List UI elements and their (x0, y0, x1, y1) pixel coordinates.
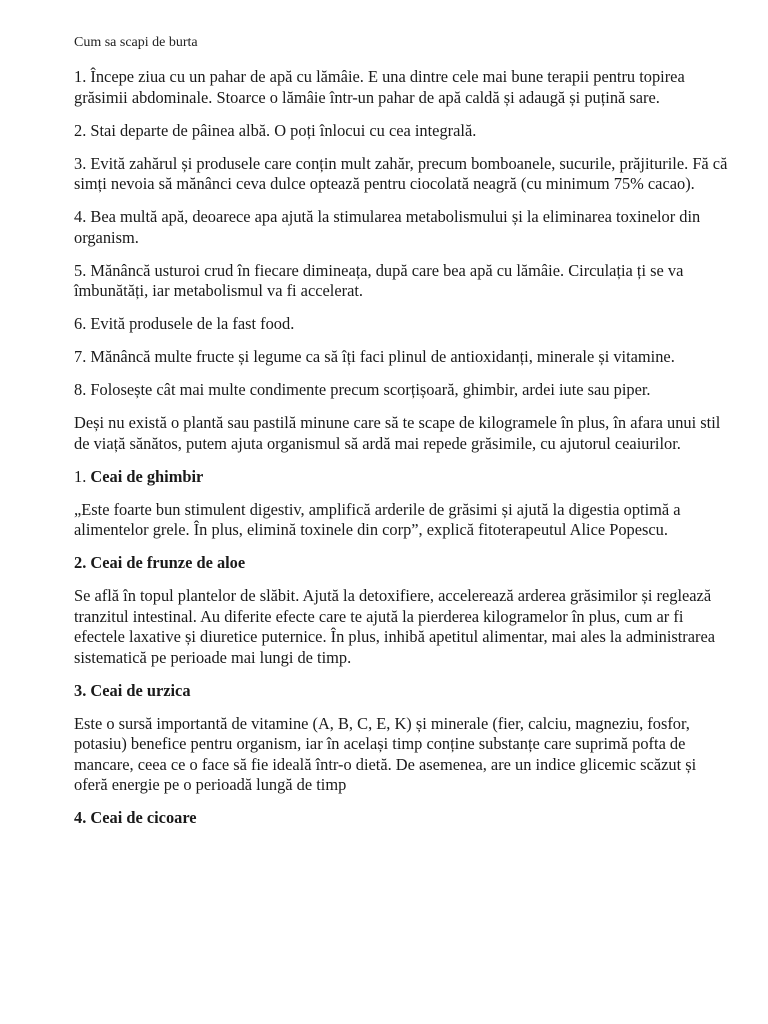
tip-paragraph-4: 4. Bea multă apă, deoarece apa ajută la stimularea metabolismului și la eliminarea toxinelor din organism. (74, 207, 701, 247)
tip-paragraph-1: 1. Începe ziua cu un pahar de apă cu lămâie. E una dintre cele mai bune terapii pentru topirea grăsimii abdominale. Stoarce o lămâie într-un pahar de apă caldă și adaugă și puțină sare. (74, 67, 685, 107)
tip-paragraph-3: 3. Evită zahărul și produsele care conțin mult zahăr, precum bomboanele, sucurile, prăjiturile. Fă că simți nevoia să mănânci ceva dulce optează pentru ciocolată neagră (cu minimum 75% cacao). (74, 153, 728, 193)
intro-paragraph: Deși nu există o plantă sau pastilă minune care să te scape de kilogramele în plus, în afara unui stil de viață sănătos, putem ajuta organismul să ardă mai repede grăsimile, cu ajutorul ceaiurilor. (74, 413, 721, 453)
tea-heading-4 (74, 808, 728, 829)
tea-description-1: „Este foarte bun stimulent digestiv, amplifică arderile de grăsimi și ajută la digestia optimă a alimentelor grele. În plus, elimină toxinele din corp”, explică fitoterapeutul Alice Popescu. (74, 499, 681, 539)
tea-heading-number: 1. (74, 466, 91, 486)
tip-paragraph-5: 5. Mănâncă usturoi crud în fiecare dimineața, după care bea apă cu lămâie. Circulația ți se va îmbunătăți, iar metabolismul va fi accelerat. (74, 260, 684, 300)
tea-heading-2 (74, 553, 728, 574)
document-header-title: Cum sa scapi de burta (74, 35, 198, 50)
tip-paragraph-8: 8. Folosește cât mai multe condimente precum scorțișoară, ghimbir, ardei iute sau piper. (74, 380, 651, 399)
tea-heading-title: Ceai de cicoare (90, 808, 197, 827)
tip-paragraph-6: 6. Evită produsele de la fast food. (74, 314, 295, 333)
tea-description-3: Este o sursă importantă de vitamine (A, B, C, E, K) și minerale (fier, calciu, magneziu, fosfor, potasiu) benefice pentru organism, iar în același timp conține substanțe care suprimă pofta de mancare, ceea ce o face să fie ideală într-o dietă. De asemenea, are un indice glicemic scăzut și oferă energie pe o perioadă lungă de timp (74, 713, 697, 794)
tea-heading-title: Ceai de urzica (90, 680, 191, 700)
tip-paragraph-2: 2. Stai departe de pâinea albă. O poți înlocui cu cea integrală. (74, 120, 477, 140)
tea-heading-1 (74, 467, 728, 488)
tea-description-2: Se află în topul plantelor de slăbit. Ajută la detoxifiere, accelerează arderea grăsimilor și reglează tranzitul intestinal. Au diferite efecte care te ajută la pierderea kilogramelor în plus, cum ar fi efectele laxative și diuretice puternice. În plus, inhibă apetitul alimentar, mai ales la administrarea sistematică pe perioade mai lungi de timp. (74, 586, 716, 667)
tea-heading-number: 3. (74, 680, 91, 700)
tea-heading-title: Ceai de ghimbir (90, 466, 204, 486)
tip-paragraph-7: 7. Mănâncă multe fructe și legume ca să îți faci plinul de antioxidanți, minerale și vitamine. (74, 347, 675, 366)
tea-heading-title: Ceai de frunze de aloe (90, 553, 246, 572)
tea-heading-3 (74, 681, 728, 702)
tea-heading-number: 4. (74, 808, 91, 827)
tea-heading-number: 2. (74, 553, 91, 572)
